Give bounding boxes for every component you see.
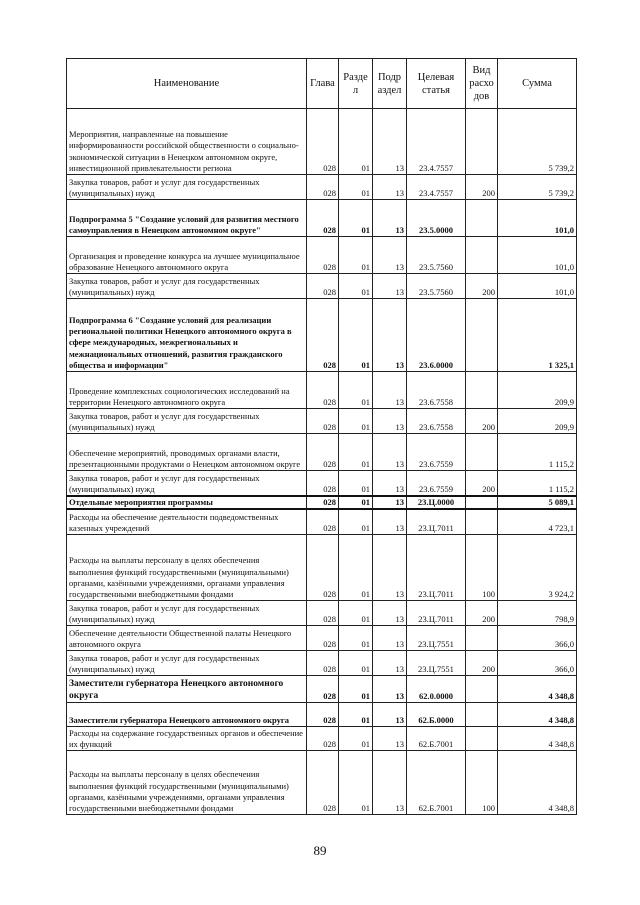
row-razdel-cell: 01 [339, 200, 373, 237]
row-vid-cell [466, 509, 498, 535]
table-row [67, 471, 577, 497]
row-razdel-cell: 01 [339, 175, 373, 200]
row-name-cell: Заместители губернатора Ненецкого автономного округа [67, 703, 307, 727]
table-row [67, 496, 577, 509]
row-vid-cell: 200 [466, 274, 498, 299]
row-statya-cell: 23.Ц.7551 [407, 651, 466, 676]
table-row [67, 509, 577, 535]
row-vid-cell: 200 [466, 175, 498, 200]
table-header-row [67, 59, 577, 109]
row-summa-cell: 4 348,8 [498, 751, 577, 815]
row-podrazdel-cell: 13 [373, 237, 407, 274]
row-vid-cell: 100 [466, 535, 498, 601]
row-statya-cell: 23.6.0000 [407, 299, 466, 372]
table-row [67, 409, 577, 434]
row-podrazdel-cell: 13 [373, 200, 407, 237]
table-row [67, 434, 577, 471]
row-statya-cell: 23.4.7557 [407, 109, 466, 175]
row-name-cell: Расходы на выплаты персоналу в целях обеспечения выполнения функций государственными (муниципальными) органами, казёнными учреждениями, органами управления государственными внебюджетными фондами [67, 535, 307, 601]
row-statya-cell: 62.Б.7001 [407, 751, 466, 815]
row-summa-cell: 4 348,8 [498, 727, 577, 751]
row-razdel-cell: 01 [339, 372, 373, 409]
row-razdel-cell: 01 [339, 727, 373, 751]
row-vid-cell: 200 [466, 471, 498, 497]
row-summa-cell: 1 325,1 [498, 299, 577, 372]
row-statya-cell: 23.5.0000 [407, 200, 466, 237]
table-row [67, 626, 577, 651]
row-vid-cell [466, 109, 498, 175]
table-row [67, 200, 577, 237]
row-vid-cell [466, 200, 498, 237]
table-row [67, 651, 577, 676]
row-glava-cell: 028 [307, 200, 339, 237]
row-glava-cell: 028 [307, 535, 339, 601]
row-podrazdel-cell: 13 [373, 676, 407, 703]
row-vid-cell [466, 727, 498, 751]
row-statya-cell: 62.Б.0000 [407, 703, 466, 727]
row-name-cell: Организация и проведение конкурса на лучшее муниципальное образование Ненецкого автономного округа [67, 237, 307, 274]
row-razdel-cell: 01 [339, 409, 373, 434]
row-statya-cell: 23.Ц.7011 [407, 535, 466, 601]
header-podrazdel: Подр аздел [373, 59, 407, 109]
row-glava-cell: 028 [307, 751, 339, 815]
row-name-cell: Подпрограмма 5 "Создание условий для развития местного самоуправления в Ненецком автономном округе" [67, 200, 307, 237]
row-glava-cell: 028 [307, 237, 339, 274]
row-vid-cell [466, 496, 498, 509]
header-statya: Целевая статья [407, 59, 466, 109]
row-razdel-cell: 01 [339, 703, 373, 727]
row-razdel-cell: 01 [339, 434, 373, 471]
row-summa-cell: 366,0 [498, 651, 577, 676]
row-glava-cell: 028 [307, 703, 339, 727]
table-row [67, 601, 577, 626]
row-podrazdel-cell: 13 [373, 372, 407, 409]
table-row [67, 175, 577, 200]
row-summa-cell: 5 739,2 [498, 175, 577, 200]
row-statya-cell: 23.Ц.7011 [407, 509, 466, 535]
row-summa-cell: 1 115,2 [498, 434, 577, 471]
table-row [67, 535, 577, 601]
row-razdel-cell: 01 [339, 509, 373, 535]
row-glava-cell: 028 [307, 471, 339, 497]
header-glava: Глава [307, 59, 339, 109]
header-name: Наименование [67, 59, 307, 109]
row-summa-cell: 209,9 [498, 409, 577, 434]
row-statya-cell: 23.Ц.0000 [407, 496, 466, 509]
row-name-cell: Мероприятия, направленные на повышение информированности российской общественности о социально-экономической ситуации в Ненецком автономном округе, инвестиционной привлекательности региона [67, 109, 307, 175]
table-row [67, 109, 577, 175]
row-name-cell: Расходы на выплаты персоналу в целях обеспечения выполнения функций государственными (муниципальными) органами, казёнными учреждениями, органами управления государственными внебюджетными фондами [67, 751, 307, 815]
table-row [67, 751, 577, 815]
row-razdel-cell: 01 [339, 274, 373, 299]
row-podrazdel-cell: 13 [373, 535, 407, 601]
row-name-cell: Закупка товаров, работ и услуг для государственных (муниципальных) нужд [67, 409, 307, 434]
row-vid-cell: 200 [466, 409, 498, 434]
row-podrazdel-cell: 13 [373, 751, 407, 815]
row-name-cell: Расходы на содержание государственных органов и обеспечение их функций [67, 727, 307, 751]
row-podrazdel-cell: 13 [373, 409, 407, 434]
row-glava-cell: 028 [307, 676, 339, 703]
row-statya-cell: 23.5.7560 [407, 274, 466, 299]
row-podrazdel-cell: 13 [373, 434, 407, 471]
row-vid-cell [466, 237, 498, 274]
header-razdel: Разде л [339, 59, 373, 109]
row-statya-cell: 23.4.7557 [407, 175, 466, 200]
row-name-cell: Заместители губернатора Ненецкого автономного округа [67, 676, 307, 703]
row-summa-cell: 4 348,8 [498, 703, 577, 727]
row-razdel-cell: 01 [339, 299, 373, 372]
header-summa: Сумма [498, 59, 577, 109]
row-name-cell: Отдельные мероприятия программы [67, 496, 307, 509]
row-summa-cell: 4 723,1 [498, 509, 577, 535]
row-podrazdel-cell: 13 [373, 496, 407, 509]
row-vid-cell [466, 626, 498, 651]
row-podrazdel-cell: 13 [373, 299, 407, 372]
row-statya-cell: 23.6.7559 [407, 434, 466, 471]
row-vid-cell [466, 299, 498, 372]
row-glava-cell: 028 [307, 727, 339, 751]
row-statya-cell: 23.6.7558 [407, 409, 466, 434]
row-name-cell: Закупка товаров, работ и услуг для государственных (муниципальных) нужд [67, 175, 307, 200]
page-number: 89 [313, 843, 327, 858]
row-statya-cell: 62.0.0000 [407, 676, 466, 703]
row-summa-cell: 209,9 [498, 372, 577, 409]
row-podrazdel-cell: 13 [373, 109, 407, 175]
row-podrazdel-cell: 13 [373, 727, 407, 751]
row-summa-cell: 5 089,1 [498, 496, 577, 509]
row-statya-cell: 62.Б.7001 [407, 727, 466, 751]
table-row [67, 676, 577, 703]
table-row [67, 237, 577, 274]
table-row [67, 727, 577, 751]
row-statya-cell: 23.6.7559 [407, 471, 466, 497]
row-name-cell: Закупка товаров, работ и услуг для государственных (муниципальных) нужд [67, 274, 307, 299]
row-name-cell: Подпрограмма 6 "Создание условий для реализации региональной политики Ненецкого автономного округа в сфере международных, межрегиональных и межнациональных отношений, развития гражданского общества и информации" [67, 299, 307, 372]
row-glava-cell: 028 [307, 409, 339, 434]
row-name-cell: Закупка товаров, работ и услуг для государственных (муниципальных) нужд [67, 471, 307, 497]
row-glava-cell: 028 [307, 434, 339, 471]
row-podrazdel-cell: 13 [373, 601, 407, 626]
row-razdel-cell: 01 [339, 651, 373, 676]
row-statya-cell: 23.6.7558 [407, 372, 466, 409]
budget-table [66, 58, 577, 815]
row-glava-cell: 028 [307, 651, 339, 676]
row-vid-cell: 200 [466, 601, 498, 626]
row-summa-cell: 798,9 [498, 601, 577, 626]
row-razdel-cell: 01 [339, 676, 373, 703]
row-statya-cell: 23.5.7560 [407, 237, 466, 274]
row-glava-cell: 028 [307, 109, 339, 175]
row-name-cell: Обеспечение деятельности Общественной палаты Ненецкого автономного округа [67, 626, 307, 651]
row-vid-cell [466, 434, 498, 471]
row-glava-cell: 028 [307, 496, 339, 509]
row-name-cell: Проведение комплексных социологических исследований на территории Ненецкого автономного округа [67, 372, 307, 409]
row-name-cell: Закупка товаров, работ и услуг для государственных (муниципальных) нужд [67, 651, 307, 676]
row-glava-cell: 028 [307, 175, 339, 200]
row-razdel-cell: 01 [339, 535, 373, 601]
row-summa-cell: 101,0 [498, 200, 577, 237]
row-glava-cell: 028 [307, 626, 339, 651]
row-razdel-cell: 01 [339, 109, 373, 175]
row-razdel-cell: 01 [339, 496, 373, 509]
table-row [67, 274, 577, 299]
row-vid-cell [466, 703, 498, 727]
row-glava-cell: 028 [307, 509, 339, 535]
row-summa-cell: 5 739,2 [498, 109, 577, 175]
row-glava-cell: 028 [307, 372, 339, 409]
row-podrazdel-cell: 13 [373, 175, 407, 200]
row-podrazdel-cell: 13 [373, 471, 407, 497]
row-razdel-cell: 01 [339, 237, 373, 274]
row-glava-cell: 028 [307, 601, 339, 626]
row-name-cell: Обеспечение мероприятий, проводимых органами власти, презентационными продуктами о Ненецком автономном округе [67, 434, 307, 471]
row-podrazdel-cell: 13 [373, 651, 407, 676]
table-row [67, 703, 577, 727]
row-name-cell: Закупка товаров, работ и услуг для государственных (муниципальных) нужд [67, 601, 307, 626]
row-podrazdel-cell: 13 [373, 509, 407, 535]
row-podrazdel-cell: 13 [373, 703, 407, 727]
header-vid: Вид расхо дов [466, 59, 498, 109]
row-razdel-cell: 01 [339, 626, 373, 651]
row-vid-cell [466, 676, 498, 703]
table-row [67, 372, 577, 409]
row-razdel-cell: 01 [339, 601, 373, 626]
row-razdel-cell: 01 [339, 751, 373, 815]
row-glava-cell: 028 [307, 274, 339, 299]
row-podrazdel-cell: 13 [373, 274, 407, 299]
row-vid-cell: 200 [466, 651, 498, 676]
row-podrazdel-cell: 13 [373, 626, 407, 651]
row-vid-cell [466, 372, 498, 409]
table-row [67, 299, 577, 372]
row-summa-cell: 3 924,2 [498, 535, 577, 601]
row-vid-cell: 100 [466, 751, 498, 815]
row-name-cell: Расходы на обеспечение деятельности подведомственных казенных учреждений [67, 509, 307, 535]
row-summa-cell: 101,0 [498, 237, 577, 274]
row-summa-cell: 4 348,8 [498, 676, 577, 703]
row-summa-cell: 366,0 [498, 626, 577, 651]
row-glava-cell: 028 [307, 299, 339, 372]
row-summa-cell: 1 115,2 [498, 471, 577, 497]
row-statya-cell: 23.Ц.7011 [407, 601, 466, 626]
row-summa-cell: 101,0 [498, 274, 577, 299]
row-statya-cell: 23.Ц.7551 [407, 626, 466, 651]
row-razdel-cell: 01 [339, 471, 373, 497]
